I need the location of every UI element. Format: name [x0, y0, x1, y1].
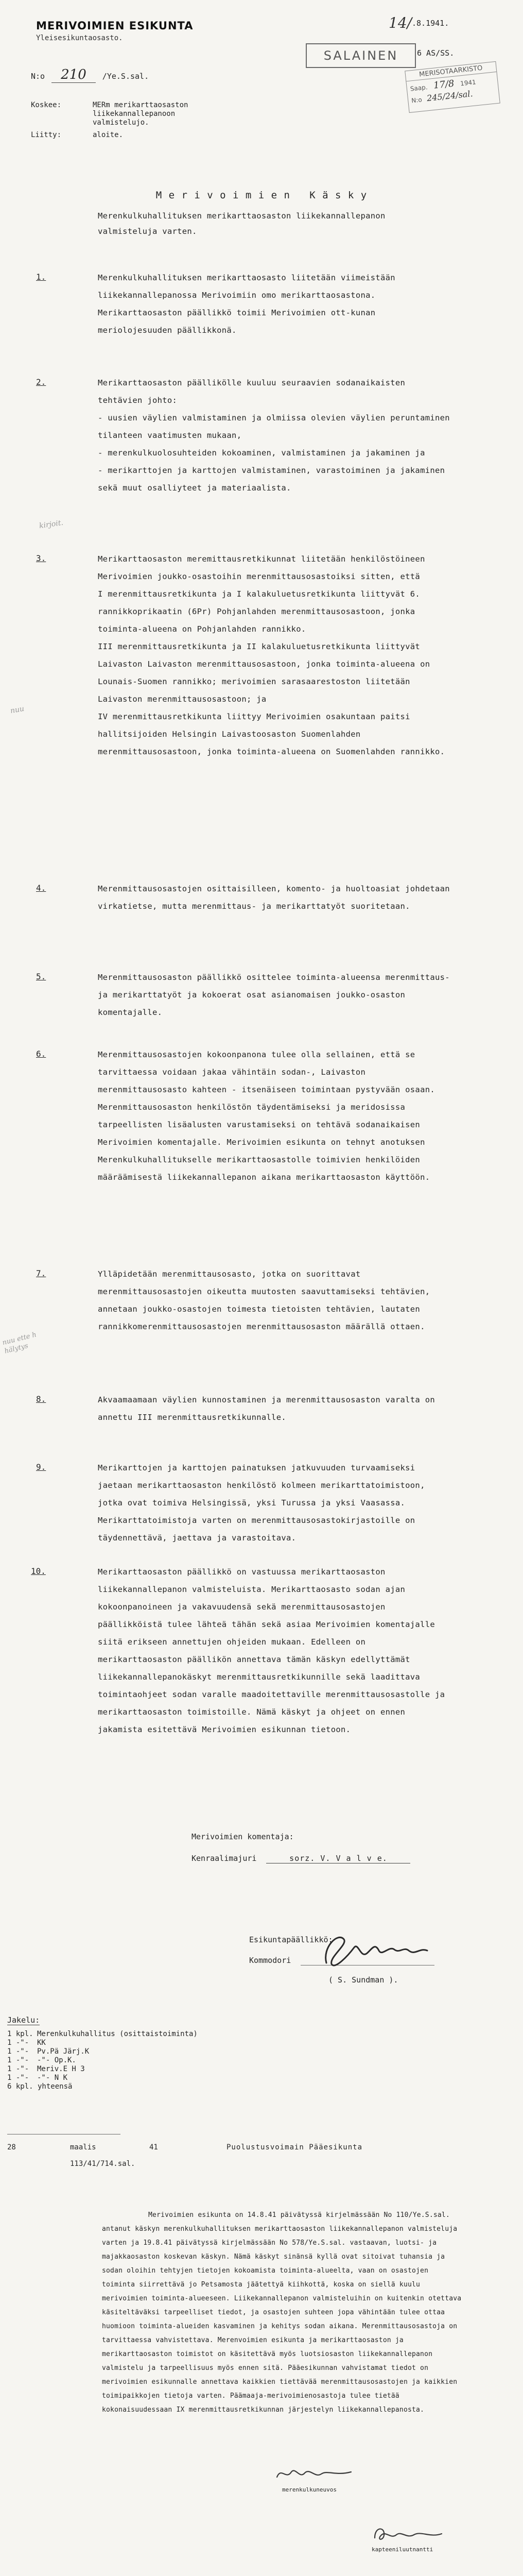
distribution-qty: 1 -"- [7, 2065, 29, 2073]
secret-stamp: SALAINEN [306, 43, 416, 68]
para-9-number: 9. [36, 1462, 46, 1472]
distribution-row [7, 2065, 198, 2074]
distribution-total: 6 kpl. yhteensä [7, 2082, 73, 2091]
second-doc-number: 113/41/714.sal. [70, 2160, 135, 2168]
relates-value: aloite. [93, 131, 124, 139]
order-subtitle: Merenkulkuhallituksen merikarttaosaston liikekannallepanon valmisteluja varten. [98, 211, 386, 236]
para-1-number: 1. [36, 272, 46, 282]
para-3-number: 3. [36, 553, 46, 563]
signature-1 [274, 2463, 356, 2483]
para-9-text: Merikarttojen ja karttojen painatuksen jatkuvuuden turvaamiseksi jaetaan merikarttaosaston henkilöstö kolmeen merikarttatoimistoon, jotka ovat toimiva Helsingissä, yksi Turussa ja yksi Vaasassa. Merikarttatoimistoja varten on merenmittausosastokirjastoille on täydennettävä, jaettava ja varastoitava. [98, 1463, 425, 1543]
distribution-title: Jakelu: [7, 2015, 40, 2025]
para-8-text: Akvaamaamaan väylien kunnostaminen ja merenmittausosaston varalta on annettu III merenmittausretkikunnalle. [98, 1395, 435, 1422]
signer-1-title: merenkulkuneuvos [282, 2486, 337, 2493]
signature-2 [370, 2522, 447, 2545]
distribution-qty: 1 -"- [7, 2047, 29, 2056]
commander-name: sorz. V. V a l v e. [266, 1854, 410, 1863]
distribution-qty: 1 -"- [7, 2056, 29, 2064]
para-7-number: 7. [36, 1268, 46, 1278]
distribution-qty: 1 -"- [7, 2074, 29, 2082]
relates-label: Liitty: [31, 131, 62, 139]
archive-saap-value: 17/8 [433, 78, 455, 91]
para-10-text: Merikarttaosaston päällikkö on vastuussa merikarttaosaston liikekannallepanon valmisteluista. Merikarttaosasto sodan ajan kokoonpanoineen ja vakavuudensä sekä merenmittausosastojen päällikköistä tulee lähteä tähän sekä asiaa Merivoimien komentajalle siitä erikseen annettujen ohjeiden mukaan. Edelleen on merikarttaosaston päällikön annettava tämän käskyn edellyttämät liikekannallepanokäskyt merenmittausretkikunnille sekä laadittava toimintaohjeet sodan varalle maadoitettaville merenmittausosastolle ja merikarttaosaston toimistoille. Nämä käskyt ja ohjeet on ennen jakamista esitettävä Merivoimien esikunnan tietoon. [98, 1567, 445, 1734]
distribution-row [7, 2047, 198, 2056]
second-doc-col1: 28 [7, 2143, 16, 2151]
para-3-text: Merikarttaosaston meremittausretkikunnat liitetään henkilöstöineen Merivoimien joukko-osastoihin merenmittausosastoiksi sitten, että I merenmittausretkikunta ja I kalakuluetusretkikunta liittyvät 6. rannikkoprikaatin (6Pr) Pohjanlahden merenmittausosastoon, jonka toiminta-alueena on Pohjanlahden rannikko. III merenmittausretkikunta ja II kalakuluetusretkikunta liittyvät Laivaston Laivaston merenmittausosastoon, jonka toiminta-alueena on Lounais-Suomen rannikko; merivoimien sarasaarestoston liitetään Laivaston merenmittausosastoon; ja IV merenmittausretkikunta liittyy Merivoimien osakuntaan paitsi hallitsijoiden Helsingin Laivastoosaston Suomenlahden merenmittausosastoon, jonka toiminta-alueena on Suomenlahden rannikko. [98, 554, 445, 756]
distribution-target: Merenkulkuhallitus (osittaistoiminta) [37, 2030, 198, 2038]
margin-note-2: nuu [9, 704, 25, 716]
archive-stamp-title: MERISOTAARKISTO [405, 62, 496, 81]
archive-stamp [405, 61, 500, 113]
distribution-qty: 1 -"- [7, 2039, 29, 2047]
distribution-target: Meriv.E H 3 [37, 2065, 85, 2073]
para-4-text: Merenmittausosastojen osittaisilleen, komento- ja huoltoasiat johdetaan virkatietse, mutta merenmittaus- ja merikarttatyöt suoritetaan. [98, 884, 450, 911]
signature-2-stroke [375, 2529, 442, 2539]
para-6-text: Merenmittausosastojen kokoonpanona tulee olla sellainen, että se tarvittaessa voidaan jakaa vähintäin sodan-, Laivaston merenmittausosasto kahteen - itsenäiseen toimintaan pystyvään osaan. Merenmittausosaston henkilöstön täydentämiseksi ja meridosissa tarpeellisten lisäalusten varustamiseksi on tehtävä sodanaikaisen Merivoimien komentajalle. Merivoimien esikunta on tehnyt anotuksen Merenkulkuhallitukselle merikarttaosastolle toimivien henkilöiden määräämisestä liikekannallepanon aikana merikarttaosaston käyttöön. [98, 1050, 435, 1182]
archive-saap-year: 1941 [460, 78, 477, 88]
second-doc-body: Merivoimien esikunta on 14.8.41 päivätyssä kirjelmässään No 110/Ye.S.sal. antanut käskyn merenkulkuhallituksen merikarttaosaston liikekannallepanon valmisteluja varten ja 19.8.41 päivätyssä kirjelmässään No 578/Ye.S.sal. vastaavan, luotsi- ja majakkaosaston koskevan käskyn. Nämä käskyt sinänsä kyllä ovat sitoivat tuhansia ja sodan oloihin tehtyjen tietojen kokoamista toiminta-alueelta, vaan on osastojen toiminta siirrettävä jo Petsamosta jäätettyä kiihkottä, koska on siellä kuulu merivoimien toiminta-alueeseen. Liikekannallepanon valmisteluihin on kuitenkin otettava käsiteltäväksi tarpeelliset tiedot, ja osastojen suhteen jopa vähintään tulee ottaa huomioon toiminta-alueiden kasvaminen ja kehitys sodan aikana. Merenmittausosastoja on tarvittaessa vahvistettava. Merenvoimien esikunta ja merikarttaosaston ja merikarttaosaston toimistot on käsitettävä myös luotsiosaston liikekannallepanon valmistelu ja tarpeellisuus myös ennen sitä. Pääesikunnan vahvistamat tiedot on merivoimien esikunnalle annettava kaikkien tiettävää merenmittausosastojen ja kaikkien toimipaikkojen tietoja varten. Päämaaja-merivoimienosastoja tulee tietää kokonaisuudessaan IX merenmittausretkikunnan järjestelyn liikekannallepanosta. [102, 2211, 462, 2414]
distribution-row [7, 2030, 198, 2039]
second-doc-org: Puolustusvoimain Pääesikunta [226, 2143, 363, 2151]
order-title: M e r i v o i m i e n K ä s k y [155, 190, 368, 201]
distribution-row [7, 2074, 198, 2082]
subject-value: MERm merikarttaosaston liikekannallepanoon valmistelujo. [93, 101, 188, 127]
distribution-target: Pv.Pä Järj.K [37, 2047, 90, 2056]
para-7-text: Ylläpidetään merenmittausosasto, jotka on suorittavat merenmittausosastojen oikeutta muutosten saavuttamiseksi tehtävien, annetaan joukko-osastojen toimesta tietoisten tehtävien, lautaten rannikkomerenmittausosastojen merenmittausosaston määrällä ottaen. [98, 1269, 430, 1331]
org-name: MERIVOIMIEN ESIKUNTA [36, 20, 194, 32]
distribution-row [7, 2056, 198, 2065]
chief-rank: Kommodori [249, 1956, 291, 1965]
distribution-list [7, 2030, 198, 2091]
para-6-number: 6. [36, 1049, 46, 1059]
margin-note-1: kirjoit. [39, 518, 64, 531]
commander-rank: Kenraalimajuri [191, 1854, 257, 1863]
para-2-number: 2. [36, 377, 46, 387]
chief-role: Esikuntapäällikkö: [249, 1935, 333, 1944]
second-doc-month: maalis [70, 2143, 96, 2151]
archive-number-value: 245/24/sal. [426, 89, 474, 104]
distribution-qty: 1 kpl. [7, 2030, 33, 2038]
second-doc-year: 41 [149, 2143, 158, 2151]
margin-note-3: nuu ette h hälytys [2, 1331, 38, 1355]
typed-date: .8.1941. [412, 19, 449, 28]
number-label: N:o [31, 72, 45, 81]
reference: 6 AS/SS. [417, 48, 455, 58]
para-10-number: 10. [31, 1566, 46, 1576]
chief-signature [317, 1927, 435, 1973]
distribution-target: KK [37, 2039, 46, 2047]
commander-role: Merivoimien komentaja: [191, 1832, 294, 1841]
para-2-text: Merikarttaosaston päällikölle kuuluu seuraavien sodanaikaisten tehtävien johto: - uusien väylien valmistaminen ja olmiissa olevien väylien peruntaminen tilanteen vaatimusten mukaan, - merenkulkuolosuhteiden kokoaminen, valmistaminen ja jakaminen ja - merikarttojen ja karttojen valmistaminen, varastoiminen ja jakaminen sekä muut osalliyteet ja materiaalista. [98, 378, 450, 493]
chief-name: ( S. Sundman ). [328, 1975, 398, 1985]
distribution-row [7, 2039, 198, 2047]
chief-signature-stroke [326, 1937, 427, 1965]
commander-row [191, 1854, 410, 1863]
signer-2-title: kapteeniluutnantti [372, 2546, 433, 2553]
subject-label: Koskee: [31, 101, 62, 109]
handwritten-date: 14/ [389, 14, 412, 31]
signature-1-stroke [277, 2470, 351, 2477]
document-number-row [31, 67, 149, 83]
para-5-number: 5. [36, 972, 46, 981]
dept-name: Yleisesikuntaosasto. [36, 34, 123, 42]
number-value: 210 [51, 67, 96, 83]
distribution-target: -"- Op.K. [37, 2056, 76, 2064]
archive-number-label: N:o [411, 96, 423, 105]
para-5-text: Merenmittausosaston päällikkö osittelee toiminta-alueensa merenmittaus- ja merikarttatyöt ja kokoerat osat asianomaisen joukko-osaston komentajalle. [98, 973, 450, 1017]
archive-saap-label: Saap. [410, 83, 428, 93]
para-8-number: 8. [36, 1394, 46, 1404]
para-1-text: Merenkulkuhallituksen merikarttaosasto liitetään viimeistään liikekannallepanossa Merivoimiin omo merikarttaosastona. Merikarttaosaston päällikkö toimii Merivoimien ott-kunan meriolojesuuden päällikkonä. [98, 273, 395, 335]
number-suffix: /Ye.S.sal. [102, 72, 149, 81]
para-4-number: 4. [36, 883, 46, 893]
distribution-target: -"- N K [37, 2074, 68, 2082]
